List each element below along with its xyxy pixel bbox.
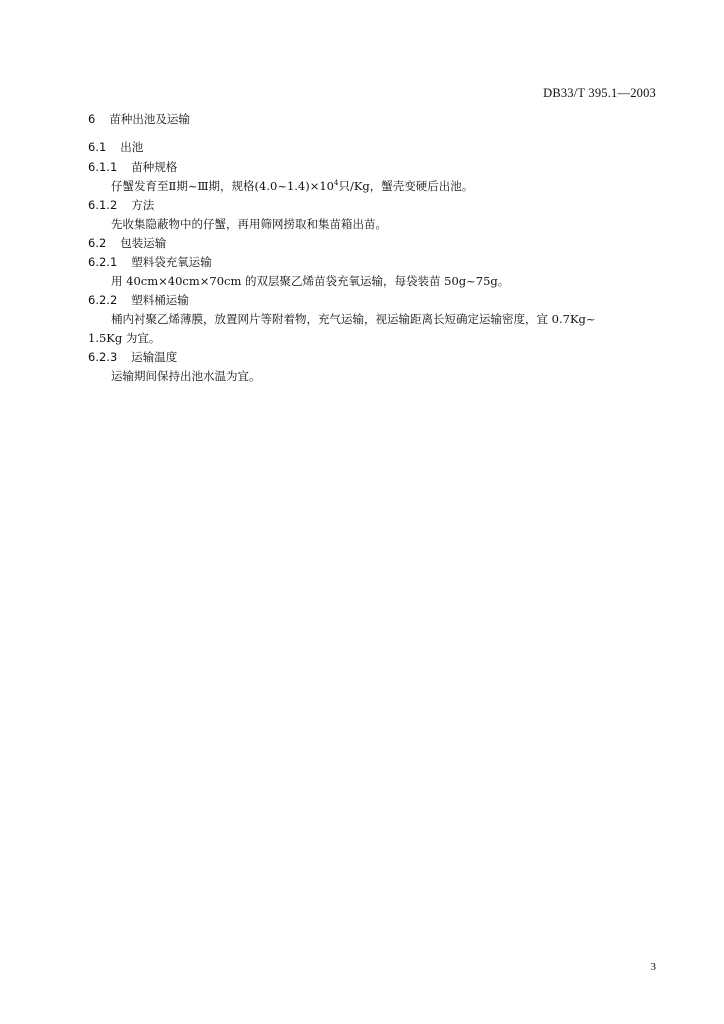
section-number: 6.2 — [88, 236, 107, 250]
section-title: 苗种出池及运输 — [109, 112, 190, 126]
section-6-2-1-heading — [88, 254, 212, 270]
spec-text: 仔蟹发育至Ⅱ期~Ⅲ期，规格(4.0~1.4)×10 — [111, 179, 334, 193]
section-number: 6 — [88, 112, 96, 126]
section-6-2-2-heading — [88, 292, 189, 308]
section-title: 出池 — [120, 140, 144, 154]
page-number: 3 — [650, 961, 656, 973]
section-title: 塑料袋充氧运输 — [131, 255, 212, 269]
section-6-2-2-text-line2: 1.5Kg 为宜。 — [88, 331, 161, 345]
section-number: 6.2.1 — [88, 255, 118, 269]
section-number: 6.1.2 — [88, 198, 118, 212]
section-6-heading — [88, 111, 190, 127]
section-title: 塑料桶运输 — [131, 293, 189, 307]
section-6-2-1-text: 用 40cm×40cm×70cm 的双层聚乙烯苗袋充氧运输，每袋装苗 50g~75g。 — [111, 274, 510, 288]
section-6-2-heading — [88, 235, 166, 251]
spec-text-end: 只/Kg，蟹壳变硬后出池。 — [338, 179, 474, 193]
section-title: 运输温度 — [131, 350, 178, 364]
section-6-2-2-text-line1: 桶内衬聚乙烯薄膜，放置网片等附着物，充气运输，视运输距离长短确定运输密度，宜 0.7Kg~ — [111, 312, 596, 326]
section-number: 6.1.1 — [88, 160, 118, 174]
section-number: 6.1 — [88, 140, 107, 154]
section-6-1-heading — [88, 139, 143, 155]
section-title: 方法 — [131, 198, 155, 212]
section-title: 苗种规格 — [131, 160, 178, 174]
section-6-1-2-heading — [88, 197, 154, 213]
section-number: 6.2.3 — [88, 350, 118, 364]
section-number: 6.2.2 — [88, 293, 118, 307]
section-title: 包装运输 — [120, 236, 167, 250]
spec-exponent: 4 — [334, 179, 339, 187]
section-6-2-3-heading — [88, 349, 177, 365]
standard-code: DB33/T 395.1—2003 — [543, 86, 656, 100]
section-6-1-1-heading — [88, 159, 177, 175]
section-6-2-3-text: 运输期间保持出池水温为宜。 — [111, 369, 261, 383]
section-6-1-1-text — [111, 178, 473, 194]
section-6-1-2-text: 先收集隐蔽物中的仔蟹，再用筛网捞取和集苗箱出苗。 — [111, 217, 387, 231]
